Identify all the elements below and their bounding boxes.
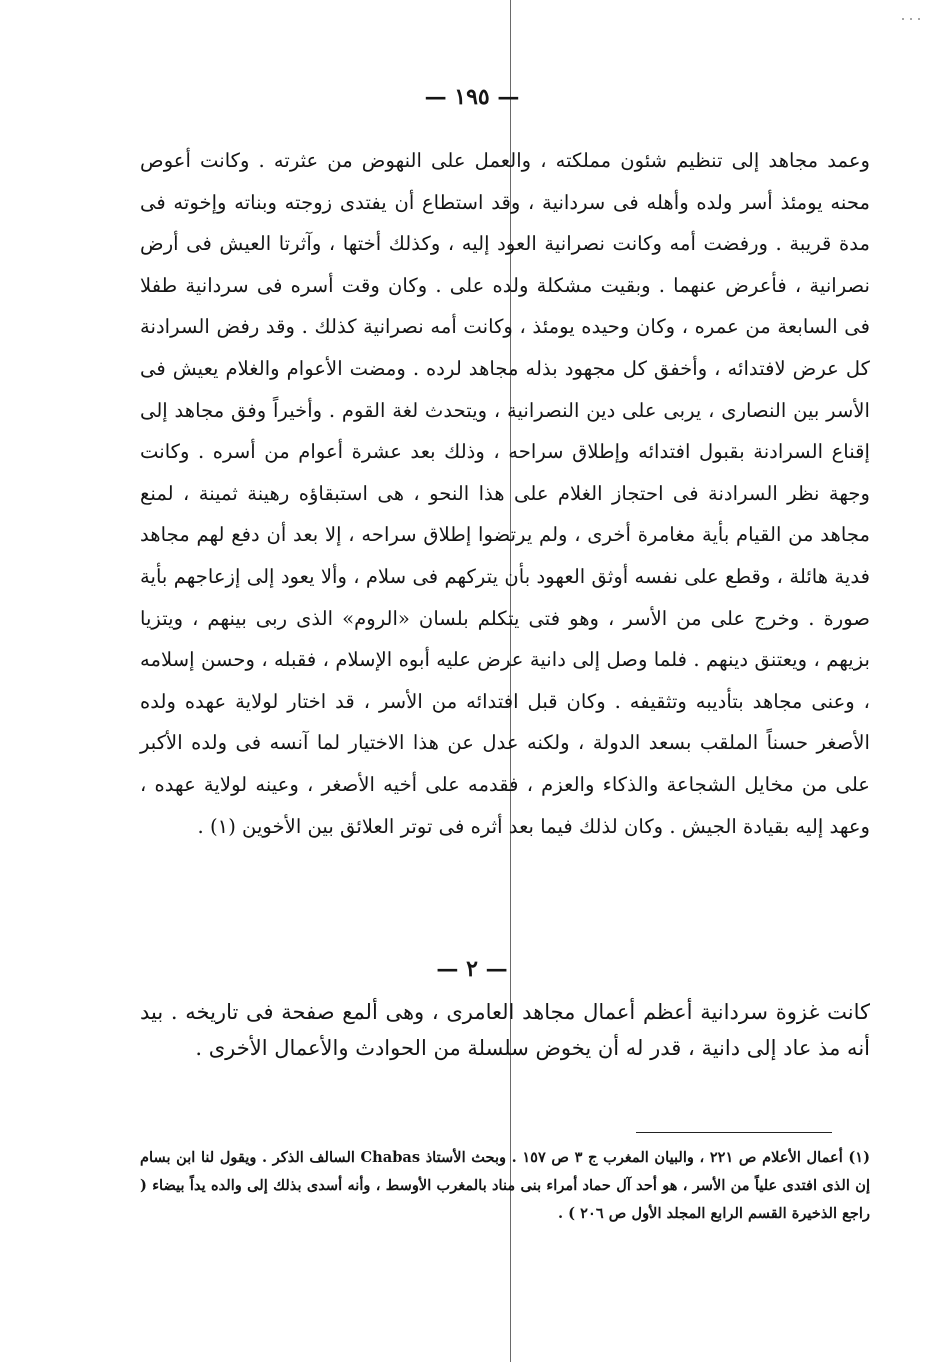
main-text-block [140, 140, 870, 847]
footnote-paragraph: (١) أعمال الأعلام ص ٢٢١ ، والبيان المغرب ج ٣ ص ١٥٧ . وبحث الأستاذ Chabas السالف الذكر . ويقول لنا ابن بسام إن الذى افتدى علياً من الأسر ، هو أحد آل حماد أمراء بنى مناد بالمغرب الأوسط ، وأنه أسدى بذلك إلى والده يداً بيضاء ( راجع الذخيرة القسم الرابع المجلد الأول ص ٢٠٦ ) . [140, 1149, 871, 1222]
scan-corner-specks [902, 14, 922, 24]
footnote-divider [636, 1132, 832, 1133]
page-number: — ١٩٥ — [424, 84, 520, 110]
section-text-block [140, 994, 870, 1066]
section-number: — ٢ — [436, 956, 508, 982]
footnote-block [140, 1144, 870, 1228]
main-paragraph: وعمد مجاهد إلى تنظيم شئون مملكته ، والعمل على النهوض من عثرته . وكانت أعوص محنه يومئذ أسر ولده وأهله فى سردانية ، وقد استطاع أن يفتدى زوجته وبناته وإخوته فى مدة قريبة . ورفضت أمه وكانت نصرانية العود إليه ، وكذلك أختها ، وآثرتا العيش فى أرض نصرانية ، فأعرض عنهما . وبقيت مشكلة ولده على . وكان وقت أسره فى سردانية طفلا فى السابعة من عمره ، وكان وحيده يومئذ ، وكانت أمه نصرانية كذلك . وقد رفض السرادنة كل عرض لافتدائه ، وأخفق كل مجهود بذله مجاهد لرده . ومضت الأعوام والغلام يعيش فى الأسر بين النصارى ، يربى على دين النصرانية ، ويتحدث لغة القوم . وأخيراً وفق مجاهد إلى إقناع السرادنة بقبول افتدائه وإطلاق سراحه ، وذلك بعد عشرة أعوام من أسره . وكانت وجهة نظر السرادنة فى احتجاز الغلام على هذا النحو ، هى استبقاؤه رهينة ثمينة ، لمنع مجاهد من القيام بأية مغامرة أخرى ، ولم يرتضوا إطلاق سراحه ، إلا بعد أن دفع لهم مجاهد فدية هائلة ، وقطع على نفسه أوثق العهود بأن يتركهم فى سلام ، وألا يعود إلى إزعاجهم بأية صورة . وخرج على من الأسر ، وهو فتى يتكلم بلسان «الروم» الذى ربى بينهم ، ويتزيا بزيهم ، ويعتنق دينهم . فلما وصل إلى دانية عرض عليه أبوه الإسلام ، فقبله ، وحسن إسلامه ، وعنى مجاهد بتأديبه وتثقيفه . وكان قبل افتدائه من الأسر ، قد اختار لولاية عهده ولده الأصغر حسناً الملقب بسعد الدولة ، ولكنه عدل عن هذا الاختيار لما آنسه فى ولده الأكبر على من مخايل الشجاعة والذكاء والعزم ، فقدمه على أخيه الأصغر ، وعينه لولاية عهده ، وعهد إليه بقيادة الجيش . وكان لذلك فيما بعد أثره فى توتر العلائق بين الأخوين (١) . [140, 149, 870, 838]
section-paragraph: كانت غزوة سردانية أعظم أعمال مجاهد العامرى ، وهى ألمع صفحة فى تاريخه . بيد أنه مذ عاد إلى دانية ، قدر له أن يخوض سلسلة من الحوادث والأعمال الأخرى . [140, 1000, 870, 1060]
